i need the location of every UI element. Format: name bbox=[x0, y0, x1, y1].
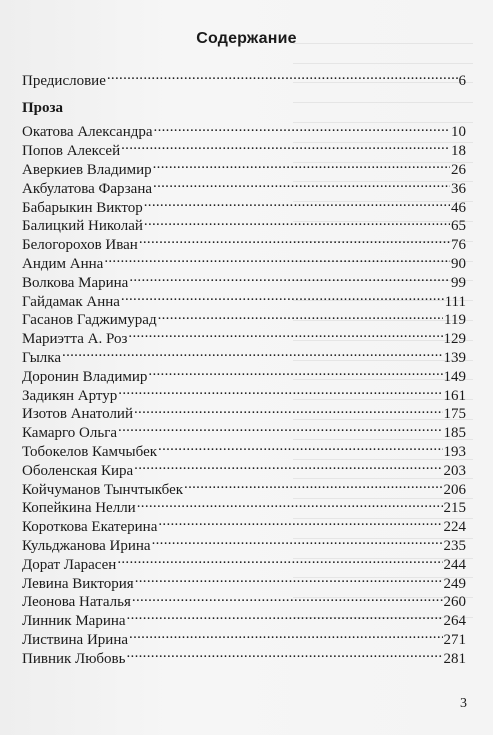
toc-entry-name: Копейкина Нелли bbox=[22, 500, 136, 517]
toc-entry-page: 111 bbox=[444, 293, 466, 310]
toc-entry-name: Койчуманов Тынчтыкбек bbox=[22, 481, 184, 498]
toc-entry-page: 26 bbox=[451, 161, 466, 178]
toc-entry-name: Попов Алексей bbox=[22, 143, 121, 160]
table-of-contents bbox=[22, 66, 466, 667]
dot-leader bbox=[129, 625, 442, 644]
dot-leader bbox=[152, 531, 443, 550]
toc-entry-name: Аверкиев Владимир bbox=[22, 161, 152, 178]
toc-entry-preface bbox=[22, 66, 466, 89]
toc-entry-page: 185 bbox=[443, 425, 466, 442]
dot-leader bbox=[154, 118, 450, 137]
toc-entry-name: Камарго Ольга bbox=[22, 425, 118, 442]
toc-entry-page: 264 bbox=[443, 613, 466, 630]
page-number: 3 bbox=[460, 696, 467, 711]
toc-entry-page: 244 bbox=[443, 556, 466, 573]
dot-leader bbox=[144, 193, 450, 212]
toc-entry-name: Задикян Артур bbox=[22, 387, 118, 404]
dot-leader bbox=[137, 494, 443, 513]
section-heading: Проза bbox=[22, 99, 64, 116]
toc-entry-page: 129 bbox=[443, 331, 466, 348]
dot-leader bbox=[121, 287, 444, 306]
dot-leader bbox=[118, 418, 442, 437]
dot-leader bbox=[135, 569, 443, 588]
toc-title: Содержание bbox=[196, 30, 297, 47]
toc-entry-page: 175 bbox=[443, 406, 466, 423]
dot-leader bbox=[132, 588, 443, 607]
toc-entry-page: 215 bbox=[443, 500, 466, 517]
toc-entry-page: 76 bbox=[451, 237, 466, 254]
toc-entry-page: 99 bbox=[451, 274, 466, 291]
toc-entry-name: Изотов Анатолий bbox=[22, 406, 133, 423]
toc-entry-page: 18 bbox=[451, 143, 466, 160]
toc-entry-page: 260 bbox=[443, 594, 466, 611]
dot-leader bbox=[118, 381, 442, 400]
toc-entry-name: Андим Анна bbox=[22, 255, 104, 272]
dot-leader bbox=[158, 512, 442, 531]
dot-leader bbox=[121, 136, 450, 155]
toc-entry-name: Акбулатова Фарзана bbox=[22, 180, 153, 197]
toc-entry-name: Короткова Екатерина bbox=[22, 519, 158, 536]
dot-leader bbox=[134, 456, 442, 475]
toc-entry-page: 203 bbox=[443, 462, 466, 479]
toc-entry-name: Дорат Ларасен bbox=[22, 556, 117, 573]
toc-entry-page: 90 bbox=[451, 255, 466, 272]
dot-leader bbox=[127, 606, 443, 625]
dot-leader bbox=[104, 249, 450, 268]
toc-entry-name: Левина Виктория bbox=[22, 575, 134, 592]
dot-leader bbox=[126, 644, 442, 663]
toc-entry-name: Леонова Наталья bbox=[22, 594, 131, 611]
toc-entry-page: 36 bbox=[451, 180, 466, 197]
dot-leader bbox=[158, 306, 443, 325]
dot-leader bbox=[158, 437, 442, 456]
toc-entry-name: Мариэтта А. Роз bbox=[22, 331, 128, 348]
toc-entry-page: 6 bbox=[458, 72, 466, 89]
toc-entry-name: Бабарыкин Виктор bbox=[22, 199, 143, 216]
dot-leader bbox=[62, 343, 442, 362]
dot-leader bbox=[134, 400, 443, 419]
dot-leader bbox=[107, 66, 458, 85]
toc-entry-name: Линник Марина bbox=[22, 613, 126, 630]
toc-entry-name: Кульджанова Ирина bbox=[22, 537, 151, 554]
toc-entry-name: Листвина Ирина bbox=[22, 631, 129, 648]
toc-entry-page: 206 bbox=[443, 481, 466, 498]
dot-leader bbox=[148, 362, 442, 381]
dot-leader bbox=[184, 475, 442, 494]
toc-entry-name: Гайдамак Анна bbox=[22, 293, 120, 310]
toc-entry-name: Белогорохов Иван bbox=[22, 237, 138, 254]
toc-entry-name: Пивник Любовь bbox=[22, 650, 126, 667]
toc-entry-name: Оболенская Кира bbox=[22, 462, 134, 479]
toc-entry-page: 281 bbox=[443, 650, 466, 667]
toc-entry-name: Тобокелов Камчыбек bbox=[22, 443, 158, 460]
dot-leader bbox=[153, 174, 450, 193]
toc-entry-name: Волкова Марина bbox=[22, 274, 129, 291]
toc-entry bbox=[22, 343, 466, 366]
toc-entry bbox=[22, 118, 466, 141]
toc-entry-name: Предисловие bbox=[22, 72, 106, 89]
dot-leader bbox=[117, 550, 442, 569]
toc-entry-page: 235 bbox=[443, 537, 466, 554]
toc-entry-name: Окатова Александра bbox=[22, 124, 153, 141]
toc-entry-name: Доронин Владимир bbox=[22, 368, 148, 385]
toc-entry-page: 46 bbox=[451, 199, 466, 216]
toc-entry-page: 271 bbox=[443, 631, 466, 648]
toc-entry-page: 149 bbox=[443, 368, 466, 385]
dot-leader bbox=[153, 155, 450, 174]
toc-entry-page: 193 bbox=[443, 443, 466, 460]
toc-entry bbox=[22, 362, 466, 385]
toc-entry-name: Балицкий Николай bbox=[22, 218, 143, 235]
dot-leader bbox=[139, 230, 450, 249]
toc-entries bbox=[22, 118, 466, 667]
toc-entry-page: 249 bbox=[443, 575, 466, 592]
toc-entry-page: 139 bbox=[443, 349, 466, 366]
toc-entry-name: Гылка bbox=[22, 349, 62, 366]
toc-entry-page: 10 bbox=[451, 124, 466, 141]
toc-entry-page: 119 bbox=[444, 312, 466, 329]
dot-leader bbox=[129, 268, 450, 287]
dot-leader bbox=[144, 212, 450, 231]
toc-entry-page: 224 bbox=[443, 519, 466, 536]
toc-entry-page: 161 bbox=[443, 387, 466, 404]
toc-entry-name: Гасанов Гаджимурад bbox=[22, 312, 157, 329]
toc-entry-page: 65 bbox=[451, 218, 466, 235]
dot-leader bbox=[128, 324, 442, 343]
